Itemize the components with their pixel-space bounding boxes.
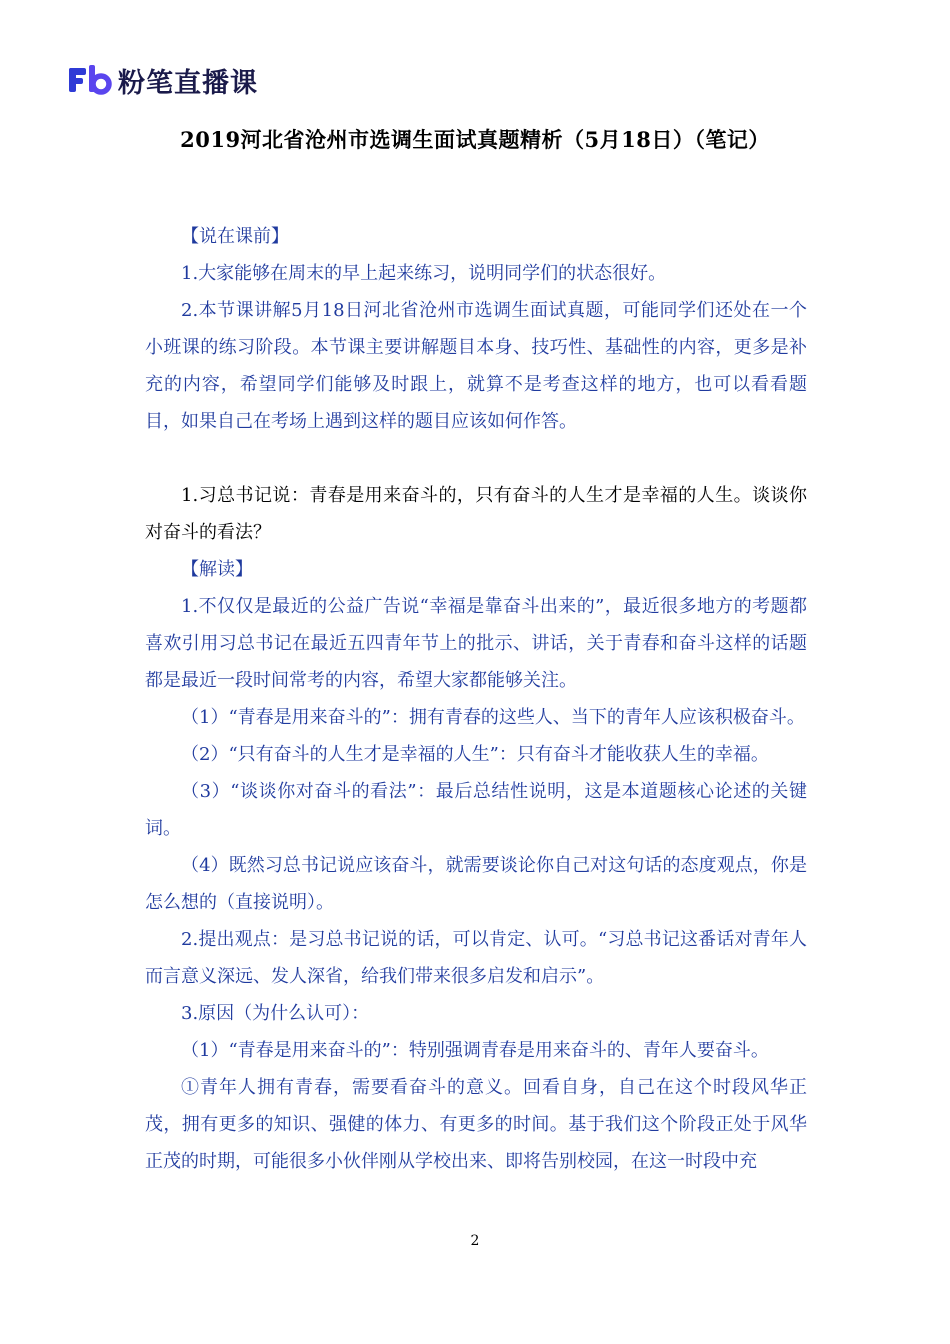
document-body (145, 218, 807, 1180)
intro-paragraph: 2.本节课讲解5月18日河北省沧州市选调生面试真题，可能同学们还处在一个小班课的练习阶段。本节课主要讲解题目本身、技巧性、基础性的内容，更多是补充的内容，希望同学们能够及时跟上，就算不是考查这样的地方，也可以看看题目，如果自己在考场上遇到这样的题目应该如何作答。 (145, 300, 807, 432)
analysis-paragraph: ①青年人拥有青春，需要看奋斗的意义。回看自身，自己在这个时段风华正茂，拥有更多的知识、强健的体力、有更多的时间。基于我们这个阶段正处于风华正茂的时期，可能很多小伙伴刚从学校出来、即将告别校园，在这一时段中充 (145, 1077, 807, 1172)
analysis-paragraph: 3.原因（为什么认可）： (181, 1003, 370, 1024)
analysis-paragraph: 1.不仅仅是最近的公益广告说“幸福是靠奋斗出来的”，最近很多地方的考题都喜欢引用习总书记在最近五四青年节上的批示、讲话，关于青春和奋斗这样的话题都是最近一段时间常考的内容，希望大家都能够关注。 (145, 596, 807, 691)
analysis-paragraph: （1）“青春是用来奋斗的”：特别强调青春是用来奋斗的、青年人要奋斗。 (181, 1040, 769, 1061)
analysis-paragraph: （1）“青春是用来奋斗的”：拥有青春的这些人、当下的青年人应该积极奋斗。 (181, 707, 805, 728)
document-title: 2019河北省沧州市选调生面试真题精析（5月18日）（笔记） (180, 127, 770, 152)
section-heading-analysis: 【解读】 (181, 559, 253, 580)
question-text: 1.习总书记说：青春是用来奋斗的，只有奋斗的人生才是幸福的人生。谈谈你对奋斗的看法？ (145, 485, 807, 543)
page-number: 2 (470, 1233, 480, 1249)
brand-logo (68, 62, 258, 98)
intro-paragraph: 1.大家能够在周末的早上起来练习，说明同学们的状态很好。 (181, 263, 667, 284)
analysis-paragraph: （2）“只有奋斗的人生才是幸福的人生”：只有奋斗才能收获人生的幸福。 (181, 744, 769, 765)
analysis-paragraph: （3）“谈谈你对奋斗的看法”：最后总结性说明，这是本道题核心论述的关键词。 (145, 781, 807, 839)
analysis-paragraph: （4）既然习总书记说应该奋斗，就需要谈论你自己对这句话的态度观点，你是怎么想的（直接说明）。 (145, 855, 807, 913)
section-heading-intro: 【说在课前】 (181, 226, 289, 247)
analysis-paragraph: 2.提出观点：是习总书记说的话，可以肯定、认可。“习总书记这番话对青年人而言意义深远、发人深省，给我们带来很多启发和启示”。 (145, 929, 807, 987)
logo-text: 粉笔直播课 (118, 67, 258, 99)
fb-logo-icon (68, 64, 112, 96)
